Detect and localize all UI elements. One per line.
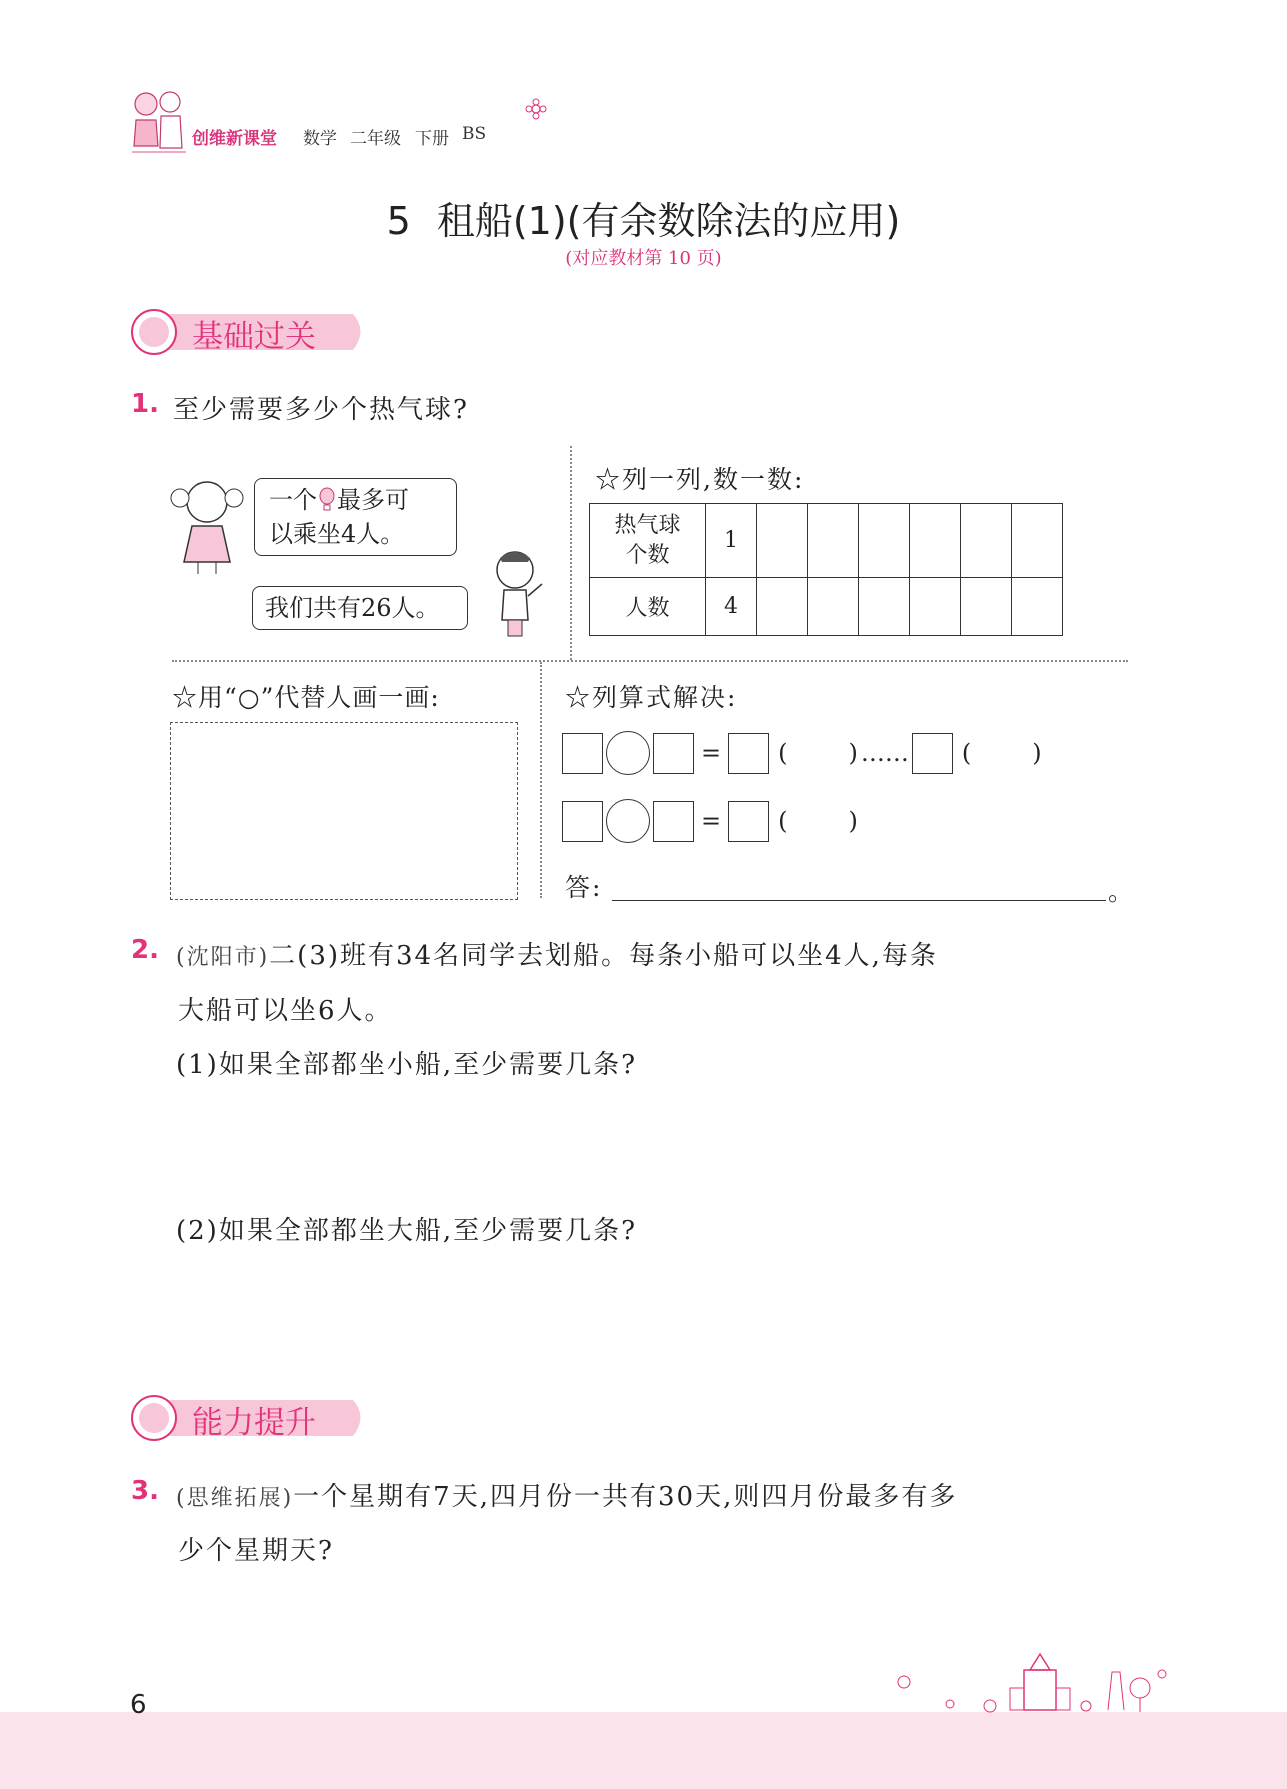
answer-label: 答: [565, 873, 603, 902]
q3-text-line2: 少个星期天? [178, 1536, 334, 1566]
table-row1-first: 1 [706, 504, 757, 578]
answer-box[interactable] [728, 733, 769, 774]
table-cell[interactable] [910, 504, 961, 578]
q2-text-line2: 大船可以坐6人。 [178, 996, 393, 1026]
dotted-horizontal-divider [172, 660, 1128, 662]
girl-bubble-post: 最多可 [337, 486, 409, 514]
girl-speech-bubble [254, 478, 457, 556]
q3-number: 3. [131, 1476, 159, 1506]
q2-sub1: (1)如果全部都坐小船,至少需要几条? [176, 1050, 638, 1080]
answer-box[interactable] [653, 733, 694, 774]
q1-text: 至少需要多少个热气球? [173, 395, 469, 425]
q3-line1 [176, 1476, 957, 1513]
girl-bubble-pre: 一个 [269, 486, 317, 514]
drawing-area[interactable] [170, 722, 518, 900]
table-row1-header [590, 504, 706, 578]
answer-box[interactable] [653, 801, 694, 842]
answer-end: 。 [1108, 877, 1136, 906]
footer-band [0, 1712, 1287, 1789]
table-cell[interactable] [808, 578, 859, 636]
q3-text-line1: 一个星期有7天,四月份一共有30天,则四月份最多有多 [293, 1482, 958, 1512]
balloon-icon [317, 487, 337, 511]
unit-paren[interactable]: ( ) [778, 739, 858, 767]
operator-circle[interactable] [606, 731, 650, 775]
q2-number: 2. [131, 935, 159, 965]
dotted-vertical-divider-bottom [540, 662, 542, 898]
q2-sub2: (2)如果全部都坐大船,至少需要几条? [176, 1216, 638, 1246]
section-label-basic: 基础过关 [192, 319, 316, 355]
table-cell[interactable] [1012, 504, 1063, 578]
footer-castle-illustration [890, 1648, 1170, 1718]
table-row1-header-line2: 个数 [625, 542, 670, 568]
answer-box[interactable] [562, 733, 603, 774]
equals-sign: = [701, 807, 722, 835]
equation-row-2 [562, 799, 858, 843]
header-volume: 下册 [415, 129, 449, 149]
dotted-vertical-divider-top [570, 446, 572, 660]
q2-line1 [176, 935, 938, 972]
unit-paren[interactable]: ( ) [961, 739, 1042, 767]
boy-speech-bubble [252, 586, 468, 630]
equals-sign: = [701, 739, 722, 767]
girl-illustration [166, 476, 248, 576]
operator-circle[interactable] [606, 799, 650, 843]
table-cell[interactable] [757, 578, 808, 636]
lesson-number: 5 [386, 199, 411, 243]
table-row1-header-line1: 热气球 [614, 512, 681, 538]
girl-bubble-line2: 以乘坐4人。 [269, 520, 405, 548]
unit-paren[interactable]: ( ) [778, 807, 858, 835]
q2-text-line1: 二(3)班有34名同学去划船。每条小船可以坐4人,每条 [269, 941, 938, 971]
q3-source: (思维拓展) [176, 1486, 294, 1511]
count-table [589, 503, 1063, 636]
lesson-title [0, 190, 1287, 245]
table-cell[interactable] [961, 578, 1012, 636]
answer-box[interactable] [562, 801, 603, 842]
header-subject: 数学 [303, 129, 337, 149]
header-kids-illustration [128, 86, 190, 156]
header-grade: 二年级 [350, 129, 401, 149]
equation-row-1 [562, 731, 1042, 775]
remainder-dots: …… [860, 739, 909, 767]
draw-prompt: ☆用“○”代替人画一画: [172, 683, 440, 712]
boy-bubble-text: 我们共有26人。 [265, 594, 440, 622]
table-cell[interactable] [910, 578, 961, 636]
page-number: 6 [130, 1690, 147, 1720]
answer-box[interactable] [912, 733, 953, 774]
table-cell[interactable] [961, 504, 1012, 578]
table-cell[interactable] [859, 504, 910, 578]
table-cell[interactable] [808, 504, 859, 578]
solve-prompt: ☆列算式解决: [565, 683, 738, 712]
table-cell[interactable] [859, 578, 910, 636]
lesson-subtitle: (对应教材第 10 页) [565, 248, 722, 269]
table-cell[interactable] [757, 504, 808, 578]
table-row2-header: 人数 [590, 578, 706, 636]
section-label-advanced: 能力提升 [192, 1405, 316, 1441]
lesson-title-text: 租船(1)(有余数除法的应用) [436, 199, 901, 243]
answer-box[interactable] [728, 801, 769, 842]
q2-source: (沈阳市) [176, 945, 270, 970]
list-prompt: ☆列一列,数一数: [595, 465, 805, 494]
boy-illustration [482, 548, 548, 640]
header-edition: BS [462, 124, 487, 144]
answer-line[interactable] [612, 900, 1106, 901]
q1-number: 1. [131, 389, 159, 419]
header-brand: 创维新课堂 [192, 129, 277, 149]
table-row2-first: 4 [706, 578, 757, 636]
header-flower-icon [525, 98, 547, 120]
table-cell[interactable] [1012, 578, 1063, 636]
